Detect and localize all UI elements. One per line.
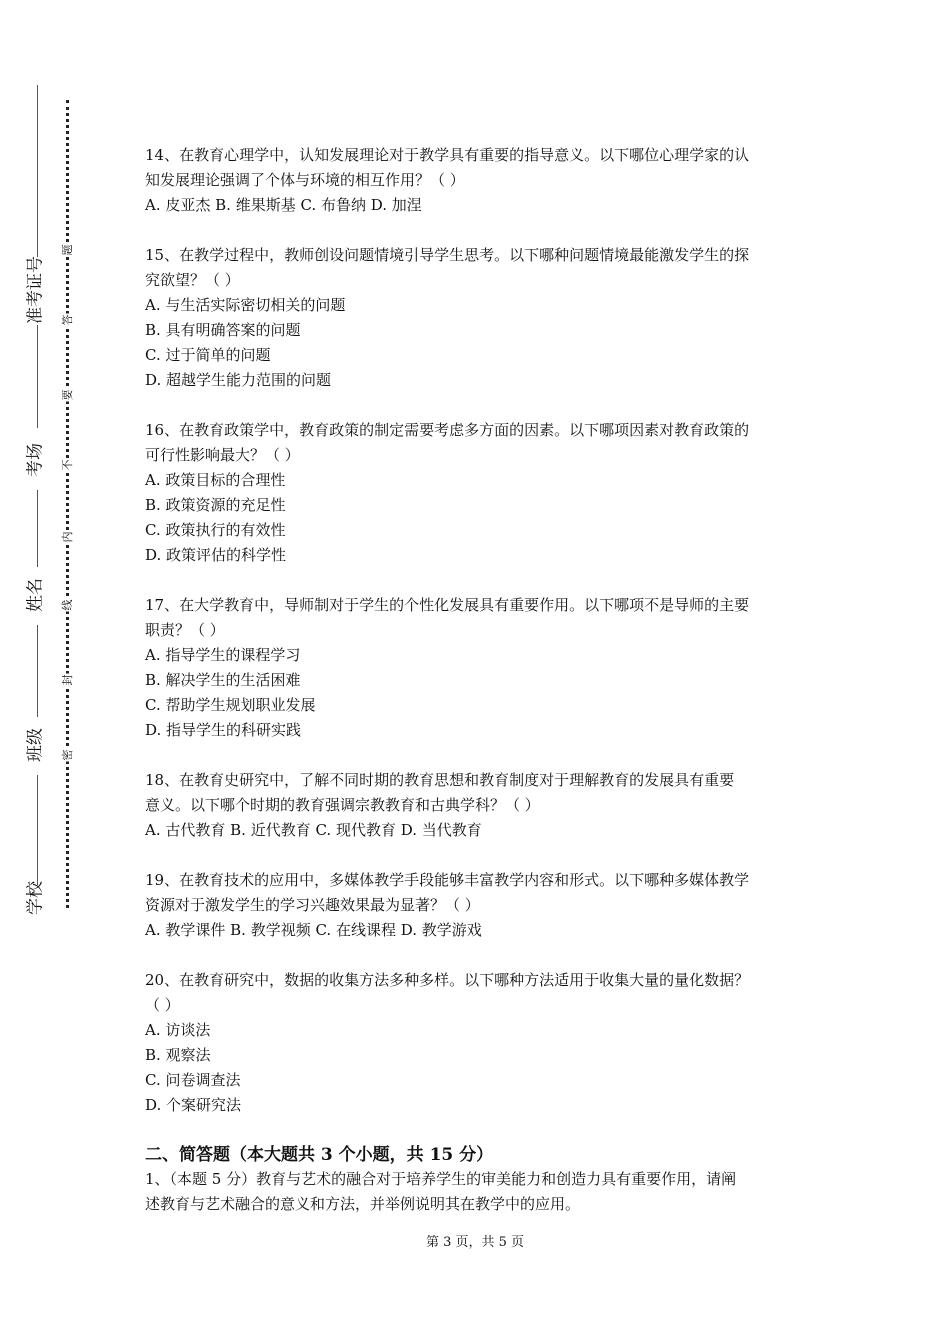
- question-list: [145, 143, 825, 1118]
- question-line: A. 指导学生的课程学习: [145, 646, 301, 664]
- question-line: D. 指导学生的科研实践: [145, 721, 302, 739]
- question-item: [145, 143, 825, 218]
- school-label: 学校: [25, 881, 46, 915]
- question-line: A. 皮亚杰 B. 维果斯基 C. 布鲁纳 D. 加涅: [145, 196, 422, 214]
- question-line: D. 超越学生能力范围的问题: [145, 371, 332, 389]
- question-line: 20、在教育研究中，数据的收集方法多种多样。以下哪种方法适用于收集大量的量化数据？: [145, 971, 750, 989]
- question-line: （ ）: [145, 996, 180, 1014]
- question-line: A. 与生活实际密切相关的问题: [145, 296, 346, 314]
- question-item: [145, 243, 825, 393]
- question-line: A. 古代教育 B. 近代教育 C. 现代教育 D. 当代教育: [145, 821, 482, 839]
- question-line: 资源对于激发学生的学习兴趣效果最为显著？（ ）: [145, 896, 480, 914]
- question-line: B. 观察法: [145, 1046, 211, 1064]
- question-line: A. 访谈法: [145, 1021, 211, 1039]
- question-line: D. 政策评估的科学性: [145, 546, 287, 564]
- seal-char: 线: [61, 599, 74, 611]
- question-line: D. 个案研究法: [145, 1096, 242, 1114]
- question-item: [145, 868, 825, 943]
- underline: [37, 85, 38, 257]
- question-line: B. 政策资源的充足性: [145, 496, 286, 514]
- question-line: 意义。以下哪个时期的教育强调宗教教育和古典学科？（ ）: [145, 796, 540, 814]
- question-line: C. 政策执行的有效性: [145, 521, 286, 539]
- seal-char: 封: [61, 674, 74, 686]
- page-content: [145, 143, 825, 1217]
- underline: [37, 775, 38, 885]
- seal-char: 题: [61, 244, 74, 256]
- seal-char: 内: [61, 531, 74, 543]
- question-line: 14、在教育心理学中，认知发展理论对于教学具有重要的指导意义。以下哪位心理学家的认: [145, 146, 750, 164]
- question-line: B. 解决学生的生活困难: [145, 671, 301, 689]
- question-line: 19、在教育技术的应用中，多媒体教学手段能够丰富教学内容和形式。以下哪种多媒体教学: [145, 871, 750, 889]
- seal-char: 不: [61, 459, 74, 471]
- admission-number-label: 准考证号: [25, 256, 46, 324]
- question-line: 述教育与艺术融合的意义和方法，并举例说明其在教学中的应用。: [145, 1195, 581, 1213]
- class-label: 班级: [25, 728, 46, 762]
- question-line: B. 具有明确答案的问题: [145, 321, 301, 339]
- exam-room-label: 考场: [25, 443, 46, 477]
- question-line: C. 帮助学生规划职业发展: [145, 696, 316, 714]
- question-item: [145, 768, 825, 843]
- question-item: [145, 968, 825, 1118]
- question-line: 究欲望？（ ）: [145, 271, 240, 289]
- question-line: A. 教学课件 B. 教学视频 C. 在线课程 D. 教学游戏: [145, 921, 482, 939]
- page-number: 第 3 页，共 5 页: [425, 1235, 525, 1250]
- underline: [37, 325, 38, 428]
- question-line: C. 问卷调查法: [145, 1071, 241, 1089]
- seal-char: 密: [61, 749, 74, 761]
- section-title: 二、简答题（本大题共 3 个小题，共 15 分）: [145, 1145, 494, 1165]
- question-item: [145, 418, 825, 568]
- question-item: [145, 593, 825, 743]
- question-line: 知发展理论强调了个体与环境的相互作用？（ ）: [145, 171, 465, 189]
- seal-char: 答: [61, 314, 74, 326]
- question-line: C. 过于简单的问题: [145, 346, 271, 364]
- question-line: 可行性影响最大？（ ）: [145, 446, 300, 464]
- question-line: 17、在大学教育中，导师制对于学生的个性化发展具有重要作用。以下哪项不是导师的主要: [145, 596, 750, 614]
- underline: [37, 625, 38, 717]
- name-label: 姓名: [25, 578, 46, 612]
- seal-dotted-line: [66, 100, 69, 908]
- question-line: 1、（本题 5 分）教育与艺术的融合对于培养学生的审美能力和创造力具有重要作用，请阐: [145, 1170, 737, 1188]
- short-answer-section: [145, 1143, 825, 1217]
- question-line: 15、在教学过程中，教师创设问题情境引导学生思考。以下哪种问题情境最能激发学生的探: [145, 246, 750, 264]
- underline: [37, 490, 38, 567]
- question-line: 16、在教育政策学中，教育政策的制定需要考虑多方面的因素。以下哪项因素对教育政策的: [145, 421, 750, 439]
- question-line: A. 政策目标的合理性: [145, 471, 286, 489]
- question-line: 18、在教育史研究中，了解不同时期的教育思想和教育制度对于理解教育的发展具有重要: [145, 771, 735, 789]
- question-line: 职责？（ ）: [145, 621, 225, 639]
- seal-char: 要: [61, 389, 74, 401]
